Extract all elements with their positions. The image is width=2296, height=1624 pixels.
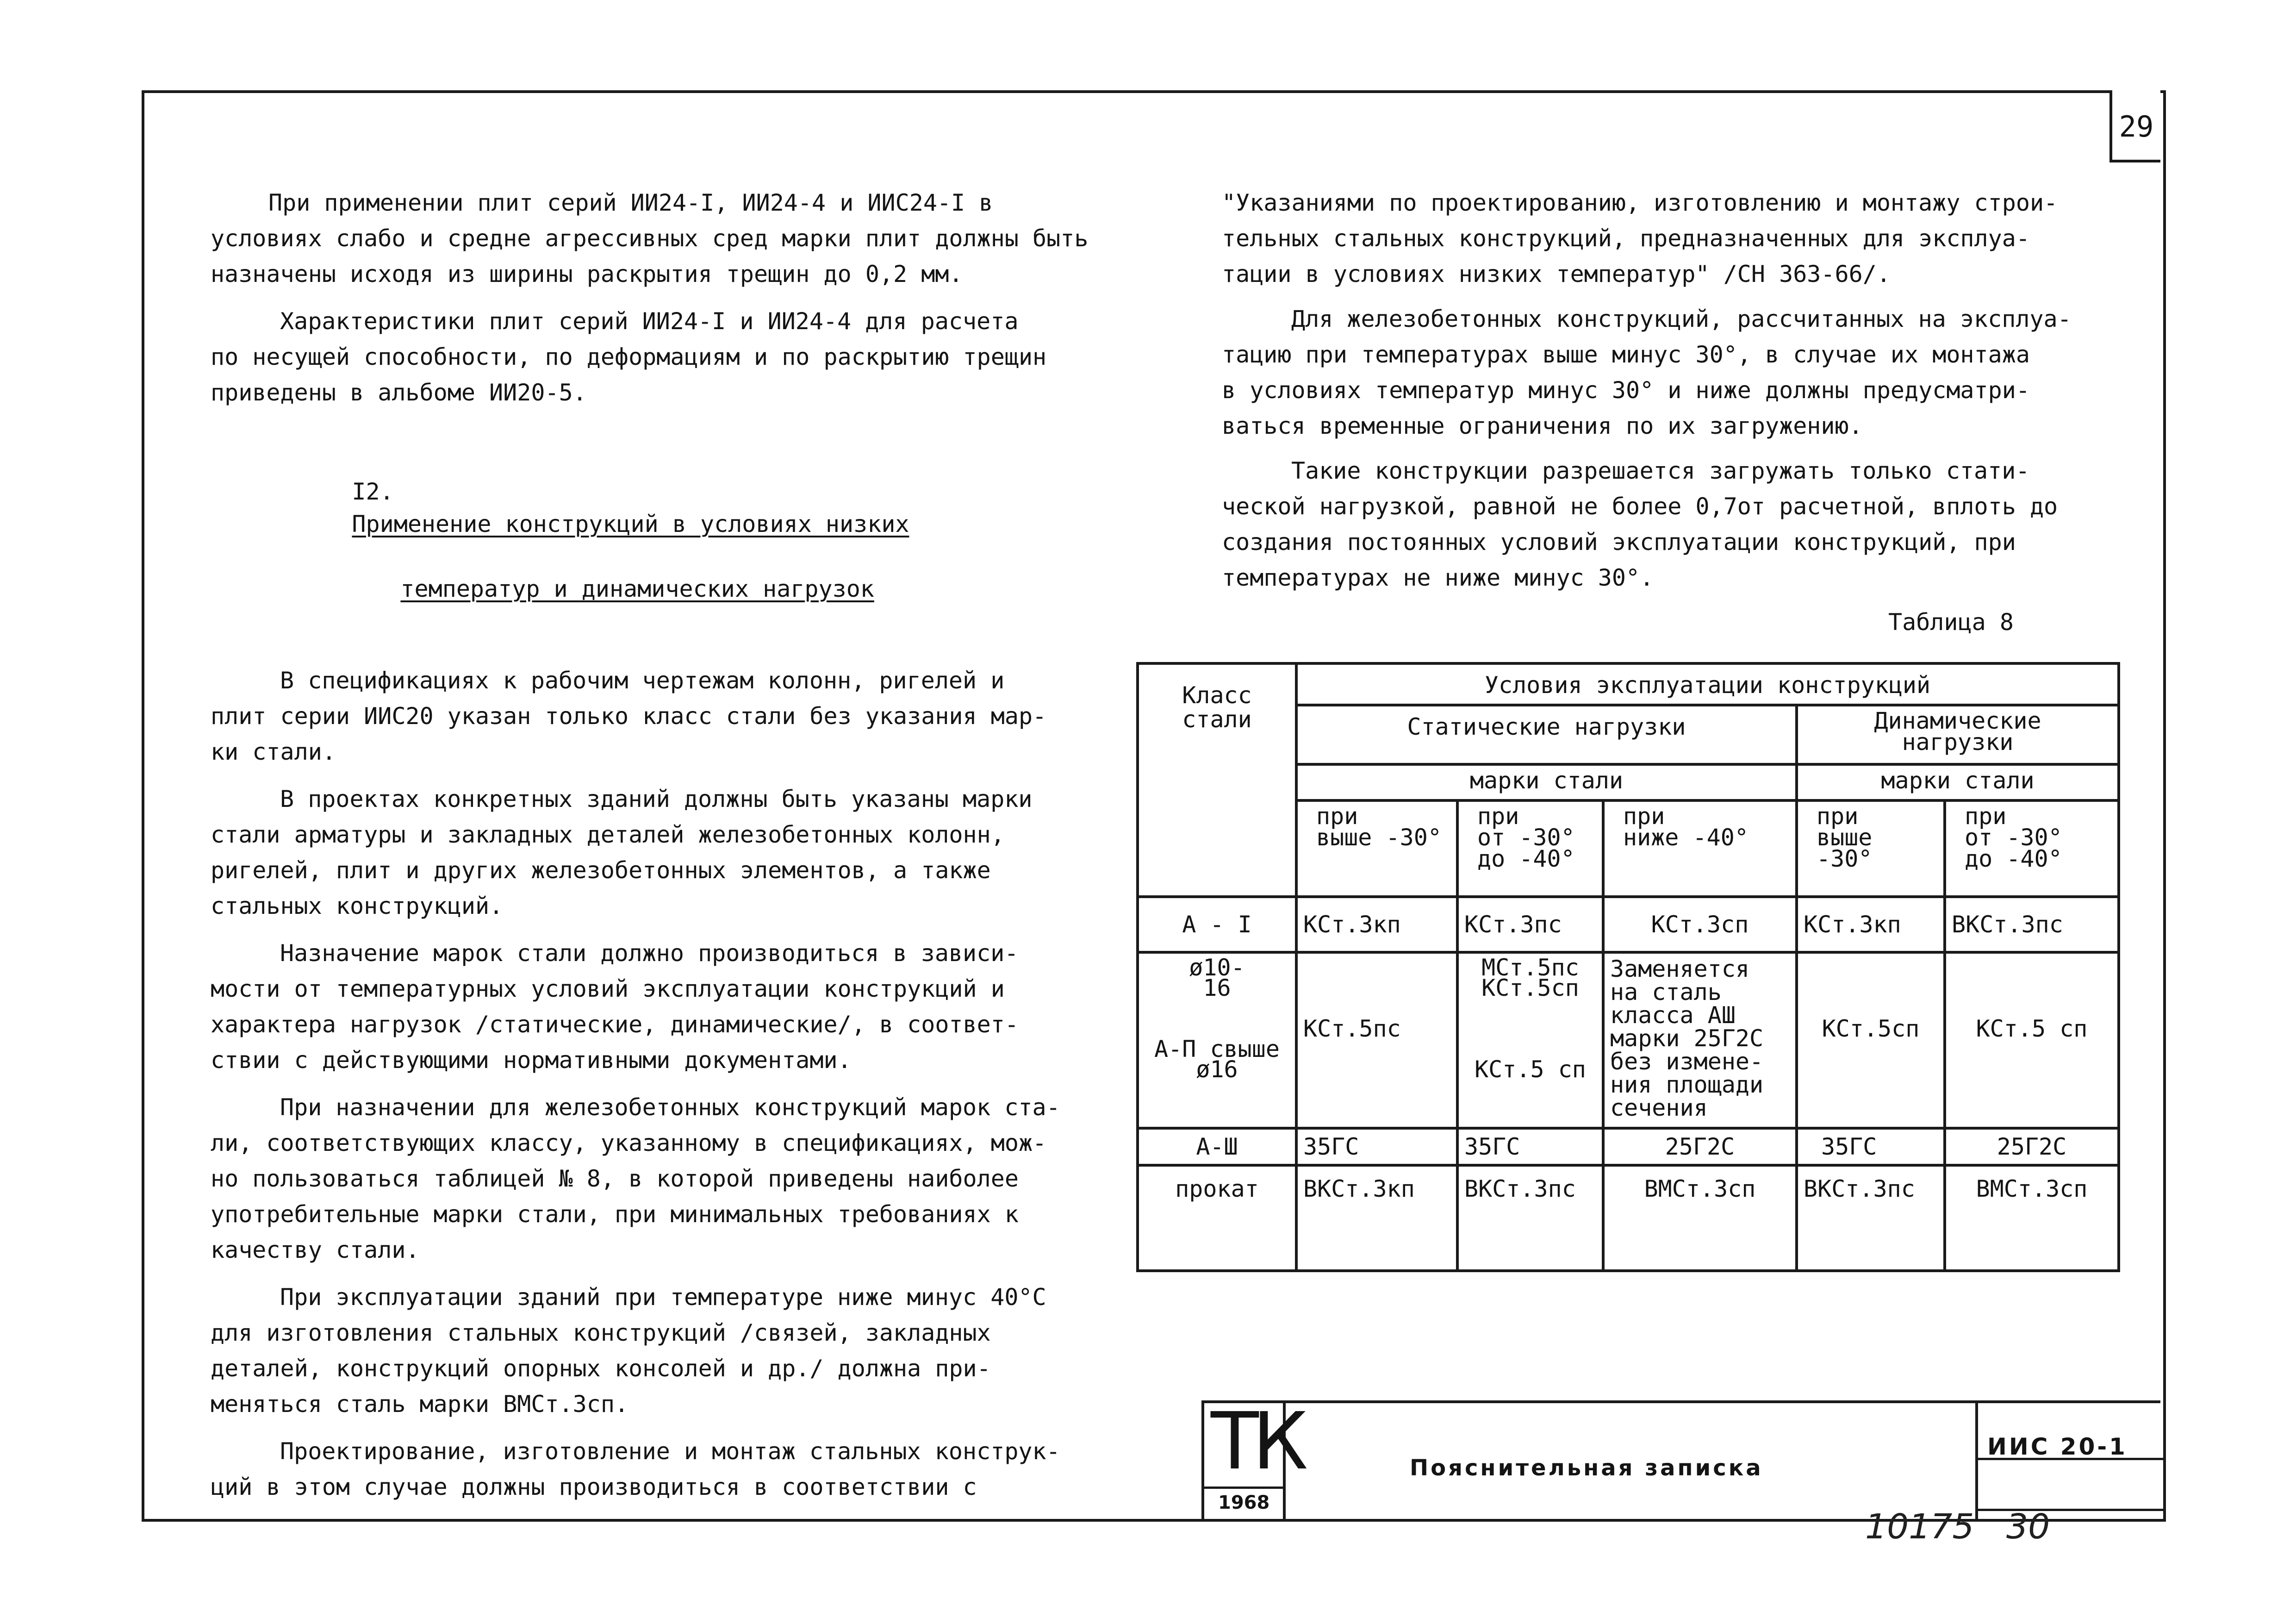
section-heading <box>296 443 1127 637</box>
table-cell: 25Г2С <box>1603 1128 1797 1165</box>
page-number-box <box>2109 90 2160 162</box>
paragraph: В спецификациях к рабочим чертежам колонн, ригелей и плит серии ИИС20 указан только класс стали без указания мар- ки стали. <box>211 667 1047 765</box>
handwritten-sheet: 30 <box>2006 1507 2050 1547</box>
table-cell: МСт.5пс КСт.5сп КСт.5 сп <box>1457 952 1603 1128</box>
header-static-loads: Статические нагрузки <box>1296 705 1797 764</box>
stamp-year: 1968 <box>1218 1492 1270 1513</box>
table-cell: КСт.5сп <box>1797 952 1945 1128</box>
paragraph: Характеристики плит серий ИИ24-I и ИИ24-4 для расчета по несущей способности, по деформациям и по раскрытию трещин приведены в альбоме ИИ20-5. <box>211 308 1047 406</box>
table-cell: КСт.5 сп <box>1945 952 2119 1128</box>
section-heading-number: I2. <box>352 478 394 505</box>
left-column <box>211 185 1127 1505</box>
table-cell: ВКСт.3пс <box>1457 1165 1603 1271</box>
table-cell: 35ГС <box>1797 1128 1945 1165</box>
table-cell: КСт.3сп <box>1603 897 1797 952</box>
table-cell: ВКСт.3кп <box>1296 1165 1457 1271</box>
stamp-code-cell <box>1975 1403 2163 1519</box>
table-cell: КСт.3пс <box>1457 897 1603 952</box>
table-cell: 35ГС <box>1296 1128 1457 1165</box>
header-temp: при от -30° до -40° <box>1457 800 1603 897</box>
table-cell: 25Г2С <box>1945 1128 2119 1165</box>
table-cell: КСт.5пс <box>1296 952 1457 1128</box>
stamp-title: Пояснительная записка <box>1410 1455 1763 1481</box>
steel-grades-table <box>1136 662 2120 1272</box>
section-heading-line1: Применение конструкций в условиях низких <box>352 511 909 537</box>
header-temp: при выше -30° <box>1797 800 1945 897</box>
header-conditions: Условия эксплуатации конструкций <box>1296 663 2119 705</box>
stamp-logo: ТК <box>1211 1396 1302 1487</box>
title-block <box>1201 1396 2160 1519</box>
header-temp: при выше -30° <box>1296 800 1457 897</box>
paragraph: При применении плит серий ИИ24-I, ИИ24-4 и ИИС24-I в условиях слабо и средне агрессивных сред марки плит должны быть назначены исходя из ширины раскрытия трещин до 0,2 мм. <box>211 189 1089 287</box>
section-heading-line2: температур и динамических нагрузок <box>400 575 874 602</box>
header-dynamic-loads: Динамические нагрузки <box>1797 705 2119 764</box>
table-cell: КСт.3кп <box>1296 897 1457 952</box>
stamp-code-divider-2 <box>1978 1509 2163 1511</box>
paragraph: При назначении для железобетонных конструкций марок ста- ли, соответствующих классу, указанному в спецификациях, мож- но пользоваться таблицей № 8, в которой приведены наиболее употребительные марки стали, при минимальных требованиях к качеству стали. <box>211 1094 1060 1263</box>
header-steel-class: Класс стали <box>1138 663 1296 897</box>
row-class: А-Ш <box>1138 1128 1296 1165</box>
page-number: 29 <box>2119 110 2154 144</box>
stamp-code: ИИС 20-1 <box>1987 1433 2128 1460</box>
header-temp: при ниже -40° <box>1603 800 1797 897</box>
stamp-logo-divider <box>1204 1487 1283 1489</box>
header-temp: при от -30° до -40° <box>1945 800 2119 897</box>
table-cell: ВКСт.3пс <box>1797 1165 1945 1271</box>
table-cell: ВКСт.3пс <box>1945 897 2119 952</box>
right-column <box>1222 185 2129 596</box>
paragraph: Проектирование, изготовление и монтаж стальных конструк- ций в этом случае должны производиться в соответствии с <box>211 1438 1060 1500</box>
row-class: прокат <box>1138 1165 1296 1271</box>
header-grades-static: марки стали <box>1296 764 1797 800</box>
paragraph: Такие конструкции разрешается загружать только стати- ческой нагрузкой, равной не более 0,7от расчетной, вплоть до создания постоянных условий эксплуатации конструкций, при температурах не ниже минус 30°. <box>1222 457 2058 591</box>
row-class: А - I <box>1138 897 1296 952</box>
header-grades-dynamic: марки стали <box>1797 764 2119 800</box>
table-cell: Заменяется на сталь класса АШ марки 25Г2С без измене- ния площади сечения <box>1603 952 1797 1128</box>
table-cell: 35ГС <box>1457 1128 1603 1165</box>
table-cell: ВМСт.3сп <box>1945 1165 2119 1271</box>
paragraph: Назначение марок стали должно производиться в зависи- мости от температурных условий эксплуатации конструкций и характера нагрузок /статические, динамические/, в соответ- ствии с действующими нормативными документами. <box>211 940 1019 1074</box>
table-cell: ВМСт.3сп <box>1603 1165 1797 1271</box>
paragraph: В проектах конкретных зданий должны быть указаны марки стали арматуры и закладных деталей железобетонных колонн, ригелей, плит и других железобетонных элементов, а также стальных конструкций. <box>211 786 1033 919</box>
table-cell: КСт.3кп <box>1797 897 1945 952</box>
row-class: ø10- 16 А-П свыше ø16 <box>1138 952 1296 1128</box>
handwritten-number: 10175 <box>1865 1507 1974 1547</box>
table-caption: Таблица 8 <box>1888 609 2014 636</box>
stamp-logo-cell <box>1201 1396 1302 1519</box>
paragraph: При эксплуатации зданий при температуре ниже минус 40°С для изготовления стальных конструкций /связей, закладных деталей, конструкций опорных консолей и др./ должна при- меняться сталь марки ВМСт.3сп. <box>211 1284 1046 1418</box>
paragraph: Для железобетонных конструкций, рассчитанных на эксплуа- тацию при температурах выше минус 30°, в случае их монтажа в условиях температур минус 30° и ниже должны предусматри- ваться временные ограничения по их загружению. <box>1222 306 2072 439</box>
paragraph: "Указаниями по проектированию, изготовлению и монтажу строи- тельных стальных конструкций, предназначенных для эксплуа- тации в условиях низких температур" /СН 363-66/. <box>1222 189 2058 287</box>
